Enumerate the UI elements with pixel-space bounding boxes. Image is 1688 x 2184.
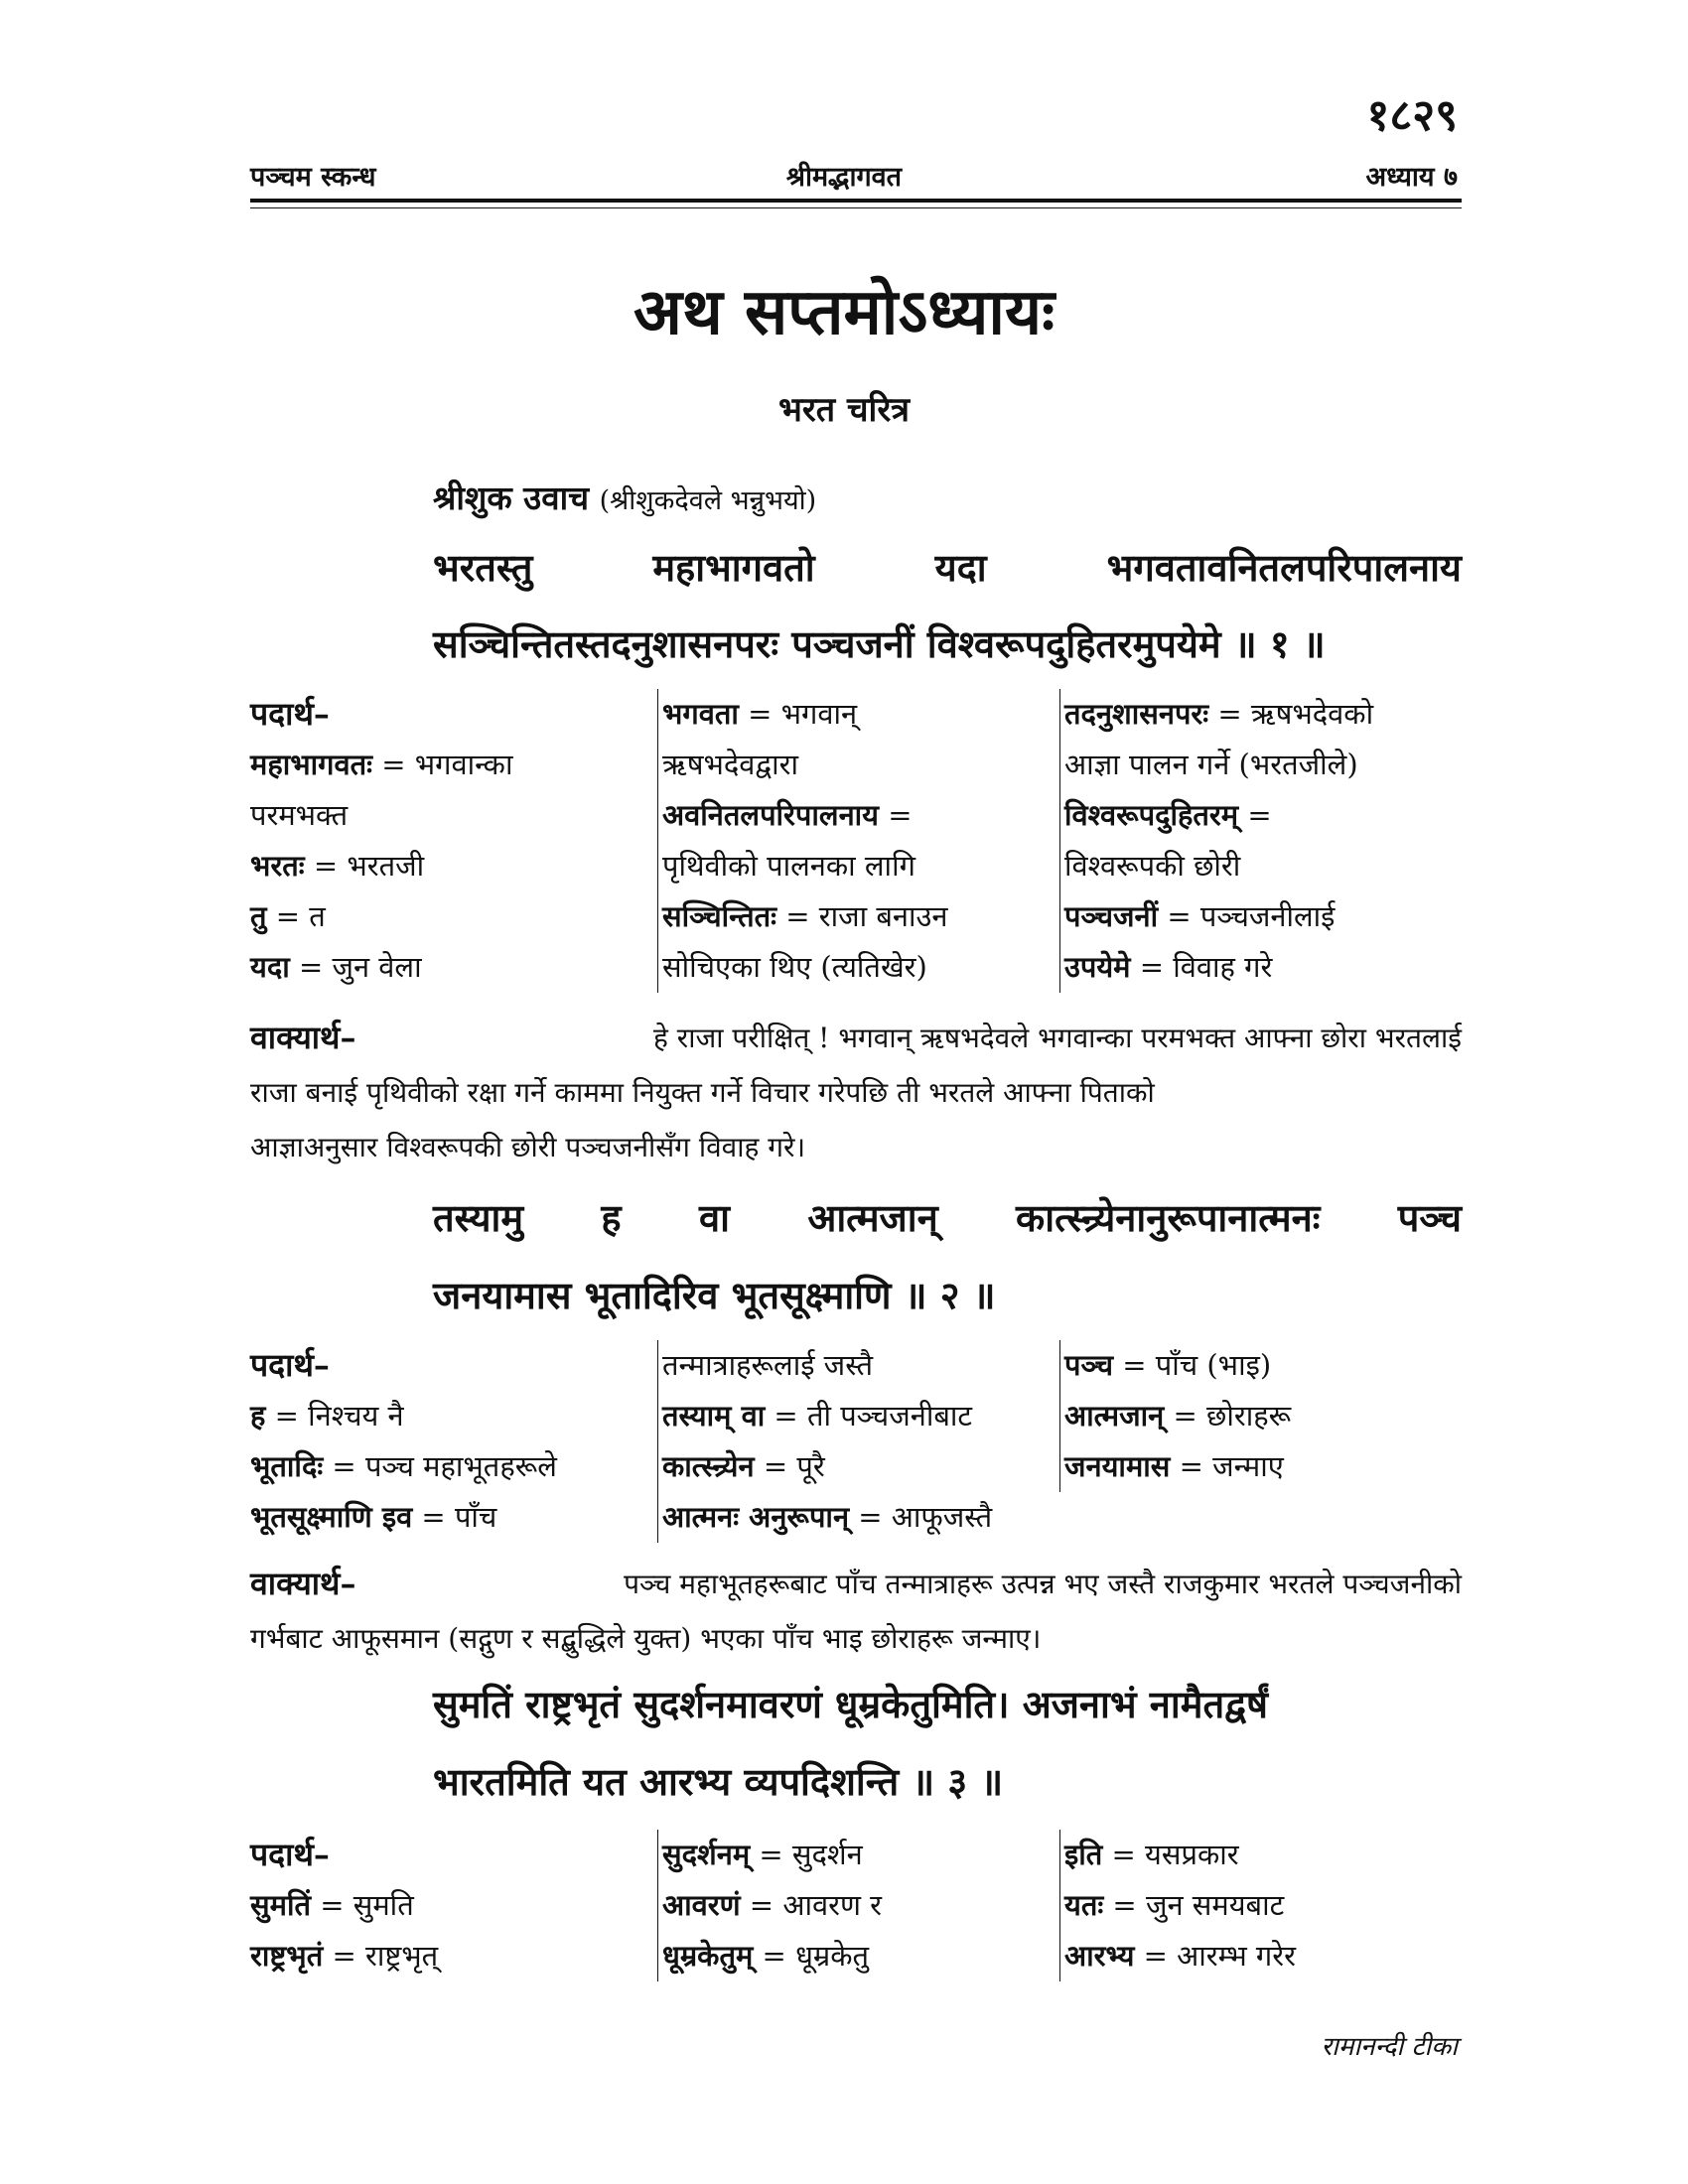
gloss-column: [1059, 1340, 1467, 1492]
gloss-entry: ह = निश्चय नै: [250, 1399, 404, 1433]
gloss-column: [250, 1340, 647, 1543]
gloss-entry: पृथिवीको पालनका लागि: [662, 849, 915, 883]
gloss-entry: इति = यसप्रकार: [1064, 1838, 1239, 1871]
verse-word: पञ्च: [1397, 1195, 1462, 1240]
verse-1-line-2: सञ्चिन्तितस्तदनुशासनपरः पञ्चजनीं विश्वरूपदुहितरमुपयेमे ॥ १ ॥: [433, 621, 1326, 666]
chapter-title: अथ सप्तमोऽध्यायः: [633, 275, 1055, 349]
gloss-entry: सोचिएका थिए (त्यतिखेर): [662, 950, 927, 984]
verse-word: भगवतावनितलपरिपालनाय: [1106, 545, 1462, 590]
gloss-entry: विश्वरूपदुहितरम् =: [1064, 798, 1272, 832]
gloss-table-1: [250, 689, 1462, 993]
gloss-entry: भगवता = भगवान्: [662, 697, 858, 731]
verse-word: कात्स्न्र्येनानुरूपानात्मनः: [1016, 1195, 1321, 1240]
gloss-entry: विश्वरूपकी छोरी: [1064, 849, 1241, 883]
verse-3-line-1: सुमतिं राष्ट्रभृतं सुदर्शनमावरणं धूम्रकेतुमिति। अजनाभं नामैतद्वर्षं: [433, 1682, 1268, 1726]
meaning-line: गर्भबाट आफूसमान (सद्गुण र सद्बुद्धिले युक्त) भएका पाँच भाइ छोराहरू जन्माए।: [250, 1622, 1042, 1655]
gloss-entry: यतः = जुन समयबाट: [1064, 1888, 1285, 1922]
meaning-label: वाक्यार्थ–: [250, 1019, 356, 1056]
verse-word: महाभागवतो: [652, 545, 815, 590]
gloss-column: [657, 689, 1059, 993]
gloss-entry: आत्मनः अनुरूपान् = आफूजस्तै: [662, 1500, 993, 1534]
gloss-entry: परमभक्त: [250, 798, 349, 832]
meaning-block-1: [250, 1011, 1462, 1174]
gloss-heading: पदार्थ–: [250, 1346, 330, 1384]
gloss-entry: तन्मात्राहरूलाई जस्तै: [662, 1348, 874, 1382]
footer-commentary-name: रामानन्दी टीका: [1321, 2032, 1458, 2062]
gloss-entry: सुदर्शनम् = सुदर्शन: [662, 1838, 863, 1871]
gloss-entry: अवनितलपरिपालनाय =: [662, 798, 913, 832]
gloss-entry: भूतादिः = पञ्च महाभूतहरूले: [250, 1449, 557, 1483]
gloss-entry: आरभ्य = आरम्भ गरेर: [1064, 1939, 1296, 1973]
meaning-label: वाक्यार्थ–: [250, 1565, 356, 1602]
header-rule: [250, 199, 1462, 203]
gloss-entry: तु = त: [250, 899, 326, 933]
meaning-line: आज्ञाअनुसार विश्वरूपकी छोरी पञ्चजनीसँग विवाह गरे।: [250, 1131, 806, 1163]
meaning-text: हे राजा परीक्षित् ! भगवान् ऋषभदेवले भगवान्का परमभक्त आफ्ना छोरा भरतलाई: [652, 1022, 1462, 1054]
verse-word: तस्यामु: [433, 1195, 524, 1240]
gloss-entry: धूम्रकेतुम् = धूम्रकेतु: [662, 1939, 870, 1973]
speaker-name: श्रीशुक उवाच: [433, 478, 590, 517]
gloss-entry: भूतसूक्ष्माणि इव = पाँच: [250, 1500, 497, 1534]
gloss-heading: पदार्थ–: [250, 1836, 330, 1873]
gloss-entry: आवरणं = आवरण र: [662, 1888, 882, 1922]
verse-2-line-1: [433, 1191, 1462, 1243]
meaning-line: [250, 1011, 1462, 1065]
gloss-entry: कात्स्न्र्येन = पूरै: [662, 1449, 825, 1483]
header-book-section: पञ्चम स्कन्ध: [250, 162, 376, 193]
gloss-entry: राष्ट्रभृतं = राष्ट्रभृत्: [250, 1939, 439, 1973]
gloss-entry: पञ्च = पाँच (भाइ): [1064, 1348, 1272, 1382]
gloss-entry: उपयेमे = विवाह गरे: [1064, 950, 1273, 984]
gloss-column: [1059, 689, 1467, 993]
gloss-entry: जनयामास = जन्माए: [1064, 1449, 1284, 1483]
verse-word: ह: [601, 1195, 622, 1240]
gloss-entry: तस्याम् वा = ती पञ्चजनीबाट: [662, 1399, 973, 1433]
verse-word: भरतस्तु: [433, 545, 533, 590]
verse-3-line-2: भारतमिति यत आरभ्य व्यपदिशन्ति ॥ ३ ॥: [433, 1759, 1004, 1804]
gloss-column: [250, 1830, 647, 1981]
gloss-column: [657, 1340, 1059, 1543]
gloss-entry: यदा = जुन वेला: [250, 950, 422, 984]
header-rule-thin: [250, 207, 1462, 208]
header-book-title: श्रीमद्भागवत: [785, 162, 903, 193]
speaker-note: (श्रीशुकदेवले भन्नुभयो): [599, 485, 817, 516]
meaning-text: पञ्च महाभूतहरूबाट पाँच तन्मात्राहरू उत्पन्न भए जस्तै राजकुमार भरतले पञ्चजनीको: [624, 1568, 1462, 1600]
gloss-entry: पञ्चजनीं = पञ्चजनीलाई: [1064, 899, 1336, 933]
gloss-heading: पदार्थ–: [250, 695, 330, 733]
gloss-column: [1059, 1830, 1467, 1981]
gloss-entry: आत्मजान् = छोराहरू: [1064, 1399, 1292, 1433]
verse-word: आत्मजान्: [807, 1195, 938, 1240]
gloss-table-3: [250, 1830, 1462, 1981]
verse-word: यदा: [934, 545, 987, 590]
gloss-entry: तदनुशासनपरः = ऋषभदेवको: [1064, 697, 1374, 731]
gloss-entry: सुमतिं = सुमति: [250, 1888, 414, 1922]
verse-2-line-2: जनयामास भूतादिरिव भूतसूक्ष्माणि ॥ २ ॥: [433, 1273, 996, 1317]
verse-1-line-1: [433, 541, 1462, 593]
gloss-column: [250, 689, 647, 993]
gloss-column: [657, 1830, 1059, 1981]
gloss-entry: महाभागवतः = भगवान्का: [250, 748, 513, 781]
page-number: १८२९: [1366, 90, 1458, 141]
gloss-entry: भरतः = भरतजी: [250, 849, 425, 883]
meaning-line: राजा बनाई पृथिवीको रक्षा गर्ने काममा नियुक्त गर्ने विचार गरेपछि ती भरतले आफ्ना पिताको: [250, 1076, 1155, 1109]
gloss-table-2: [250, 1340, 1462, 1543]
speaker-line: [433, 475, 816, 519]
meaning-block-2: [250, 1557, 1462, 1666]
verse-word: वा: [698, 1195, 730, 1240]
meaning-line: [250, 1557, 1462, 1611]
section-title: भरत चरित्र: [777, 390, 911, 430]
gloss-entry: आज्ञा पालन गर्ने (भरतजीले): [1064, 748, 1358, 781]
header-chapter: अध्याय ७: [1365, 162, 1458, 193]
gloss-entry: ऋषभदेवद्वारा: [662, 748, 798, 781]
gloss-entry: सञ्चिन्तितः = राजा बनाउन: [662, 899, 948, 933]
